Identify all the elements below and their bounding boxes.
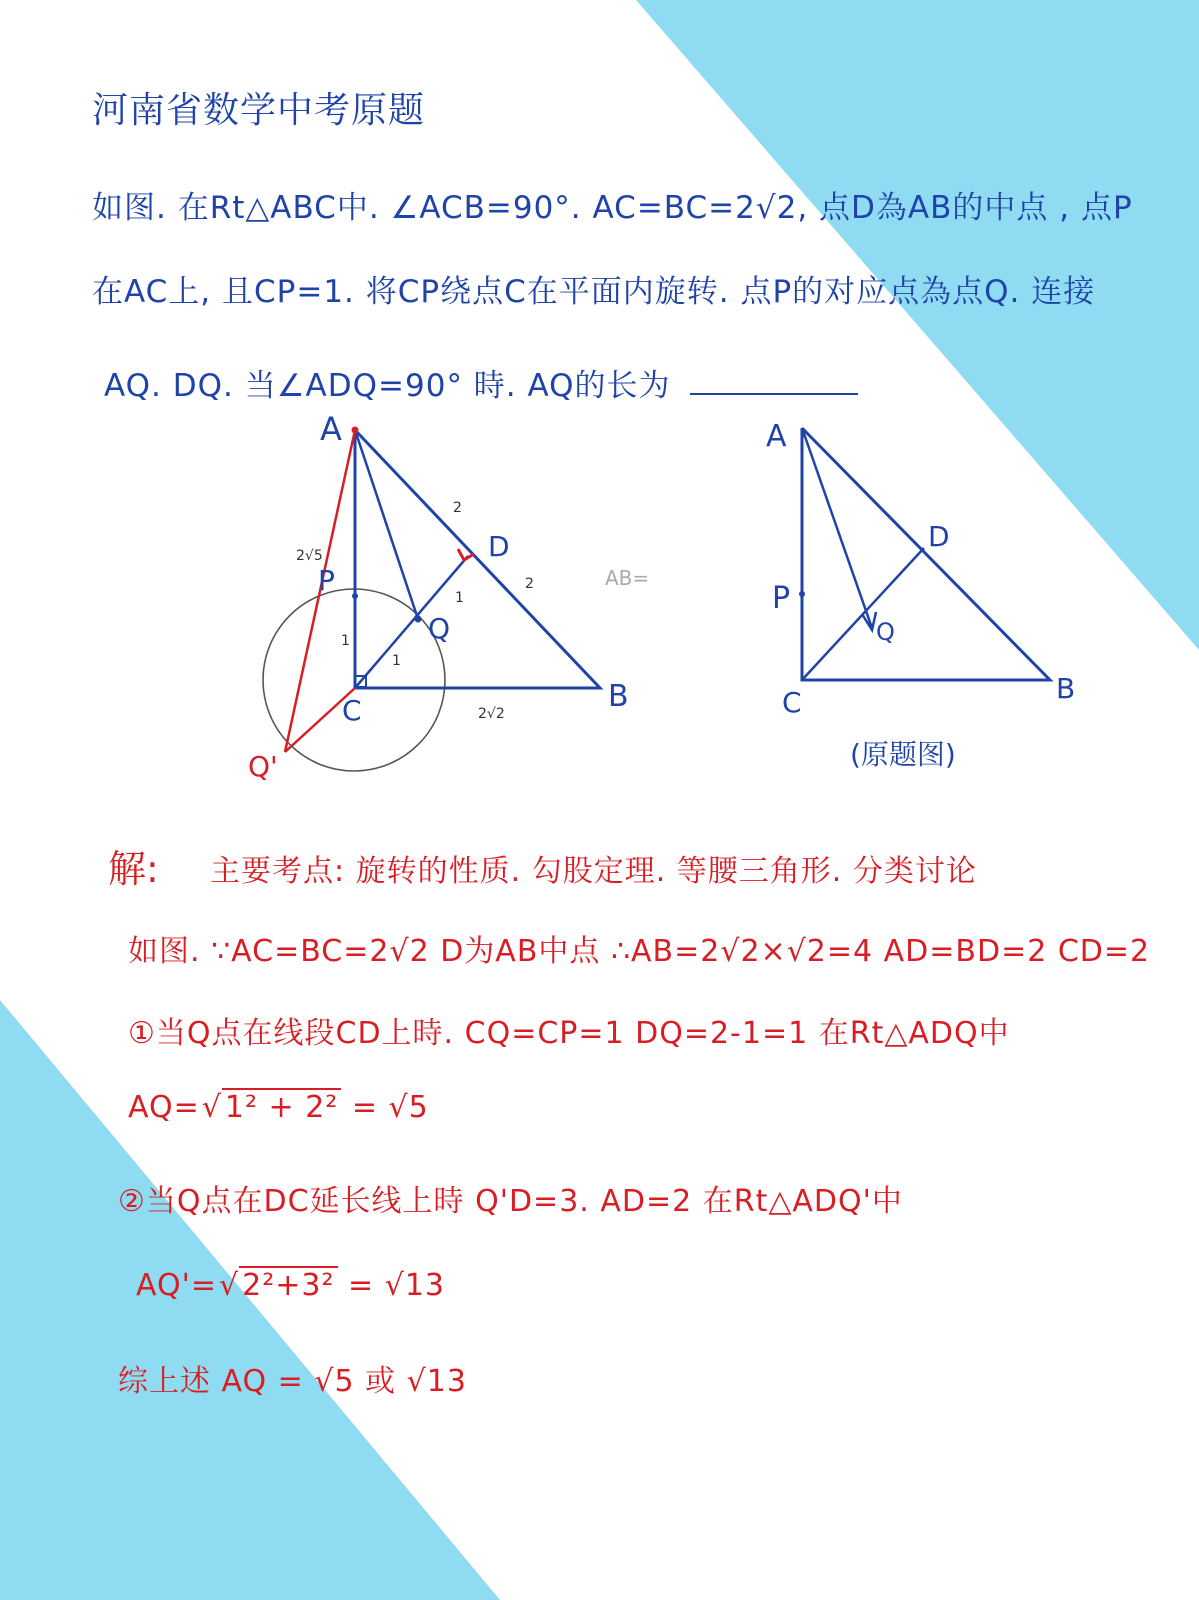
label-b-original: B <box>1056 672 1076 705</box>
label-c-original: C <box>782 686 802 719</box>
pencil-note: AB= <box>605 566 650 590</box>
original-figure <box>740 410 1080 790</box>
question-line-1: 如图. 在Rt△ABC中. ∠ACB=90°. AC=BC=2√2, 点D為AB的中点 , 点P <box>92 190 1133 226</box>
solution-key-points: 主要考点: 旋转的性质. 勾股定理. 等腰三角形. 分类讨论 <box>210 854 977 889</box>
case-2-radical: √ 2²+3² <box>217 1268 338 1303</box>
label-c: C <box>342 694 362 727</box>
case-1-radicand: 1² + 2² <box>222 1088 341 1125</box>
case-2-result: = √13 <box>348 1268 446 1303</box>
label-a: A <box>320 410 342 448</box>
point-q-dot <box>415 616 422 623</box>
case-1-result: = √5 <box>351 1090 429 1125</box>
case-1-prefix: AQ= <box>128 1090 200 1125</box>
solution-line-1: 如图. ∵AC=BC=2√2 D为AB中点 ∴AB=2√2×√2=4 AD=BD=2 CD=2 <box>128 934 1151 969</box>
seg-label-dq: 1 <box>455 590 464 606</box>
solution-figure <box>230 410 650 790</box>
label-p-original: P <box>772 581 791 616</box>
label-p: P <box>318 564 335 597</box>
question-line-2: 在AC上, 且CP=1. 将CP绕点C在平面内旋转. 点P的对应点為点Q. 连接 <box>92 274 1096 310</box>
seg-label-ad: 2 <box>453 500 462 516</box>
seg-label-db: 2 <box>525 576 534 592</box>
question-line-3: AQ. DQ. 当∠ADQ=90° 時. AQ的长为 <box>104 368 671 404</box>
figure-caption: (原题图) <box>850 738 956 771</box>
answer-blank <box>690 393 858 395</box>
seg-label-cb: 2√2 <box>478 706 505 722</box>
label-b: B <box>608 679 629 714</box>
label-d: D <box>488 530 510 563</box>
seg-label-cp: 1 <box>341 633 350 649</box>
label-q-original: Q <box>876 618 895 646</box>
label-q: Q <box>428 612 451 645</box>
solution-conclusion: 综上述 AQ = √5 或 √13 <box>118 1364 467 1399</box>
solution-case-1-calc <box>128 1090 429 1125</box>
seg-label-aq-prime: 2√5 <box>296 548 323 564</box>
solution-heading: 解: <box>108 847 159 891</box>
point-a-dot <box>352 427 359 434</box>
segment-aq <box>355 430 418 619</box>
point-p-dot <box>352 593 358 599</box>
page-title: 河南省数学中考原题 <box>92 90 426 131</box>
case-2-prefix: AQ'= <box>136 1268 217 1303</box>
triangle-abc <box>355 430 600 688</box>
case-2-radicand: 2²+3² <box>239 1266 337 1303</box>
segment-aq-original <box>802 428 872 628</box>
label-d-original: D <box>928 520 950 553</box>
label-a-original: A <box>766 419 787 454</box>
case-1-radical: √ 1² + 2² <box>200 1090 342 1125</box>
segment-cd <box>355 556 468 688</box>
solution-case-1: ①当Q点在线段CD上時. CQ=CP=1 DQ=2-1=1 在Rt△ADQ中 <box>128 1016 1010 1051</box>
point-p-dot-original <box>799 591 805 597</box>
solution-case-2-calc <box>136 1268 445 1303</box>
seg-label-cq: 1 <box>392 653 401 669</box>
triangle-abc-original <box>802 428 1050 680</box>
solution-case-2: ②当Q点在DC延长线上時 Q'D=3. AD=2 在Rt△ADQ'中 <box>118 1184 903 1219</box>
label-q-prime: Q' <box>248 750 278 783</box>
